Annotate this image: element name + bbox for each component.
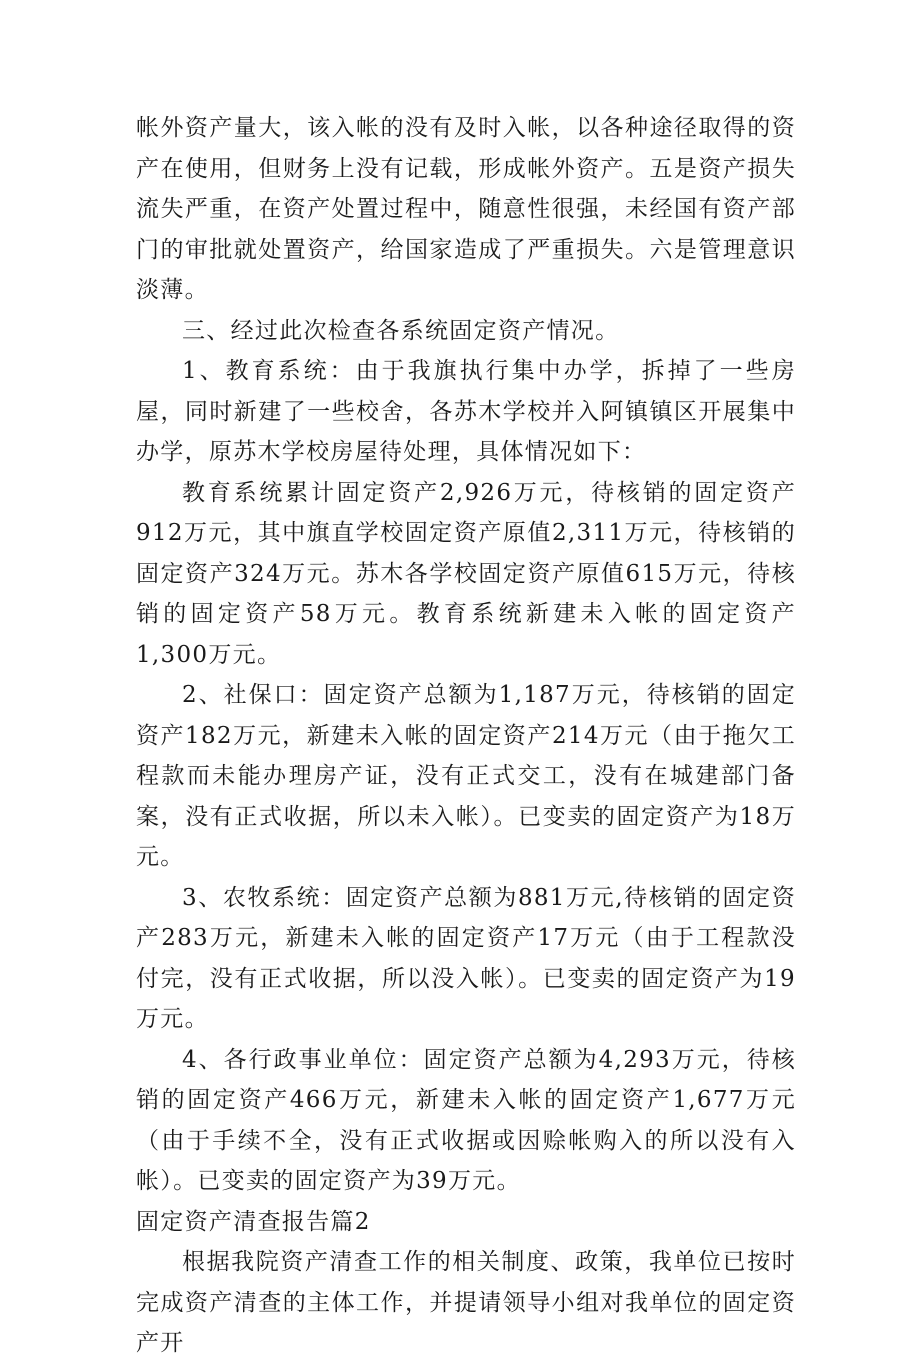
paragraph-report-intro: 根据我院资产清查工作的相关制度、政策，我单位已按时完成资产清查的主体工作，并提请领导小组对我单位的固定资产开 bbox=[136, 1249, 796, 1356]
report-title-part-2: 固定资产清查报告篇2 bbox=[136, 1208, 371, 1235]
paragraph-continuation: 帐外资产量大，该入帐的没有及时入帐，以各种途径取得的资产在使用，但财务上没有记载，形成帐外资产。五是资产损失流失严重，在资产处置过程中，随意性很强，未经国有资产部门的审批就处置资产，给国家造成了严重损失。六是管理意识淡薄。 bbox=[136, 115, 796, 303]
paragraph-agriculture-system: 3、农牧系统：固定资产总额为881万元,待核销的固定资产283万元，新建未入帐的固定资产17万元（由于工程款没付完，没有正式收据，所以没入帐）。已变卖的固定资产为19万元。 bbox=[136, 884, 796, 1032]
section-heading-3: 三、经过此次检查各系统固定资产情况。 bbox=[182, 317, 620, 344]
document-body bbox=[136, 108, 796, 1364]
paragraph-administrative-units: 4、各行政事业单位：固定资产总额为4,293万元，待核销的固定资产466万元，新建未入帐的固定资产1,677万元（由于手续不全，没有正式收据或因赊帐购入的所以没有入帐）。已变卖的固定资产为39万元。 bbox=[136, 1046, 796, 1194]
paragraph-social-security: 2、社保口：固定资产总额为1,187万元，待核销的固定资产182万元，新建未入帐的固定资产214万元（由于拖欠工程款而未能办理房产证，没有正式交工，没有在城建部门备案，没有正式收据，所以未入帐）。已变卖的固定资产为18万元。 bbox=[136, 682, 796, 870]
paragraph-education-system: 1、教育系统：由于我旗执行集中办学，拆掉了一些房屋，同时新建了一些校舍，各苏木学校并入阿镇镇区开展集中办学，原苏木学校房屋待处理，具体情况如下： bbox=[136, 358, 796, 465]
paragraph-education-figures: 教育系统累计固定资产2,926万元，待核销的固定资产912万元，其中旗直学校固定资产原值2,311万元，待核销的固定资产324万元。苏木各学校固定资产原值615万元，待核销的固定资产58万元。教育系统新建未入帐的固定资产1,300万元。 bbox=[136, 479, 796, 668]
